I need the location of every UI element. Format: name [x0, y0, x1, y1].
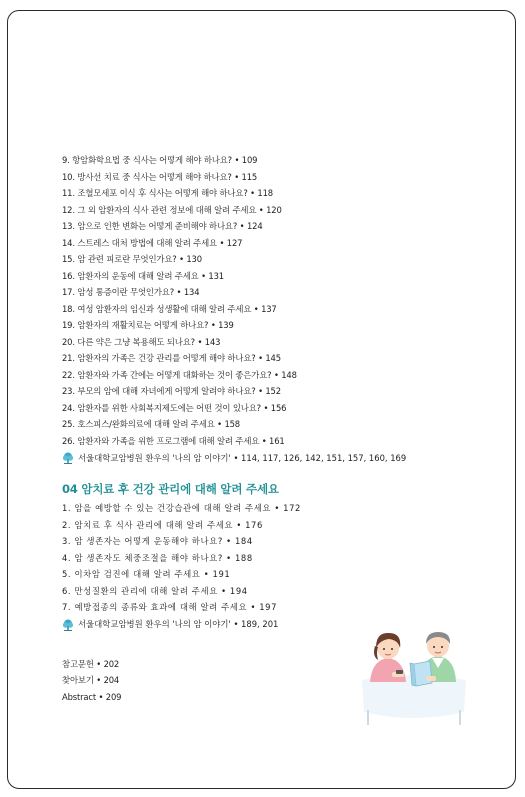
- toc-item[interactable]: 26. 암환자와 가족을 위한 프로그램에 대해 알려 주세요 • 161: [62, 435, 285, 446]
- toc-item[interactable]: 14. 스트레스 대처 방법에 대해 알려 주세요 • 127: [62, 237, 243, 248]
- toc-item[interactable]: 2. 암치료 후 식사 관리에 대해 알려 주세요 • 176: [62, 519, 263, 530]
- toc-item[interactable]: 7. 예방접종의 종류와 효과에 대해 알려 주세요 • 197: [62, 602, 278, 612]
- toc-item[interactable]: 15. 암 관련 피로란 무엇인가요? • 130: [62, 254, 202, 264]
- toc-item[interactable]: 6. 만성질환의 관리에 대해 알려 주세요 • 194: [62, 585, 248, 596]
- patient-story-entry[interactable]: [62, 449, 502, 467]
- toc-item[interactable]: 11. 조혈모세포 이식 후 식사는 어떻게 해야 하나요? • 118: [62, 188, 273, 198]
- toc-item[interactable]: 22. 암환자와 가족 간에는 어떻게 대화하는 것이 좋은가요? • 148: [62, 369, 297, 380]
- back-matter-item[interactable]: 찾아보기 • 204: [62, 675, 120, 685]
- patient-story-text: 서울대학교암병원 환우의 '나의 암 이야기' • 114, 117, 126, 142, 151, 157, 160, 169: [78, 452, 407, 463]
- toc-item[interactable]: 9. 항암화학요법 중 식사는 어떻게 해야 하나요? • 109: [62, 155, 258, 165]
- patient-story-text: 서울대학교암병원 환우의 '나의 암 이야기' • 189, 201: [78, 619, 279, 630]
- toc-item[interactable]: 20. 다른 약은 그냥 복용해도 되나요? • 143: [62, 336, 221, 347]
- tree-icon: [62, 452, 74, 464]
- toc-item[interactable]: 13. 암으로 인한 변화는 어떻게 준비해야 하나요? • 124: [62, 221, 263, 231]
- toc-item[interactable]: 23. 부모의 암에 대해 자녀에게 어떻게 알려야 하나요? • 152: [62, 386, 281, 396]
- toc-item[interactable]: 25. 호스피스/완화의료에 대해 알려 주세요 • 158: [62, 419, 240, 429]
- tree-icon: [62, 619, 74, 631]
- section-heading[interactable]: 04 암치료 후 건강 관리에 대해 알려 주세요: [62, 482, 279, 496]
- toc-item[interactable]: 4. 암 생존자도 체중조절을 해야 하나요? • 188: [62, 552, 253, 563]
- toc-item[interactable]: 19. 암환자의 재활치료는 어떻게 하나요? • 139: [62, 320, 234, 330]
- toc-item[interactable]: 24. 암환자를 위한 사회복지제도에는 어떤 것이 있나요? • 156: [62, 402, 287, 413]
- toc-item[interactable]: 1. 암을 예방할 수 있는 건강습관에 대해 알려 주세요 • 172: [62, 503, 301, 513]
- couple-reading-illustration: [358, 620, 470, 725]
- toc-list-section-4: [62, 500, 502, 616]
- toc-item[interactable]: 16. 암환자의 운동에 대해 알려 주세요 • 131: [62, 270, 224, 281]
- back-matter-item[interactable]: 참고문헌 • 202: [62, 658, 120, 669]
- toc-item[interactable]: 12. 그 외 암환자의 식사 관련 정보에 대해 알려 주세요 • 120: [62, 204, 282, 215]
- toc-item[interactable]: 21. 암환자의 가족은 건강 관리를 어떻게 해야 하나요? • 145: [62, 353, 281, 363]
- toc-item[interactable]: 3. 암 생존자는 어떻게 운동해야 하나요? • 184: [62, 536, 253, 546]
- toc-list-section-3: [62, 152, 502, 467]
- back-matter-item[interactable]: Abstract • 209: [62, 691, 122, 702]
- toc-item[interactable]: 17. 암성 통증이란 무엇인가요? • 134: [62, 287, 200, 297]
- toc-item[interactable]: 10. 방사선 치료 중 식사는 어떻게 해야 하나요? • 115: [62, 171, 258, 182]
- toc-item[interactable]: 5. 이차암 검진에 대해 알려 주세요 • 191: [62, 569, 231, 579]
- toc-item[interactable]: 18. 여성 암환자의 임신과 성생활에 대해 알려 주세요 • 137: [62, 303, 277, 314]
